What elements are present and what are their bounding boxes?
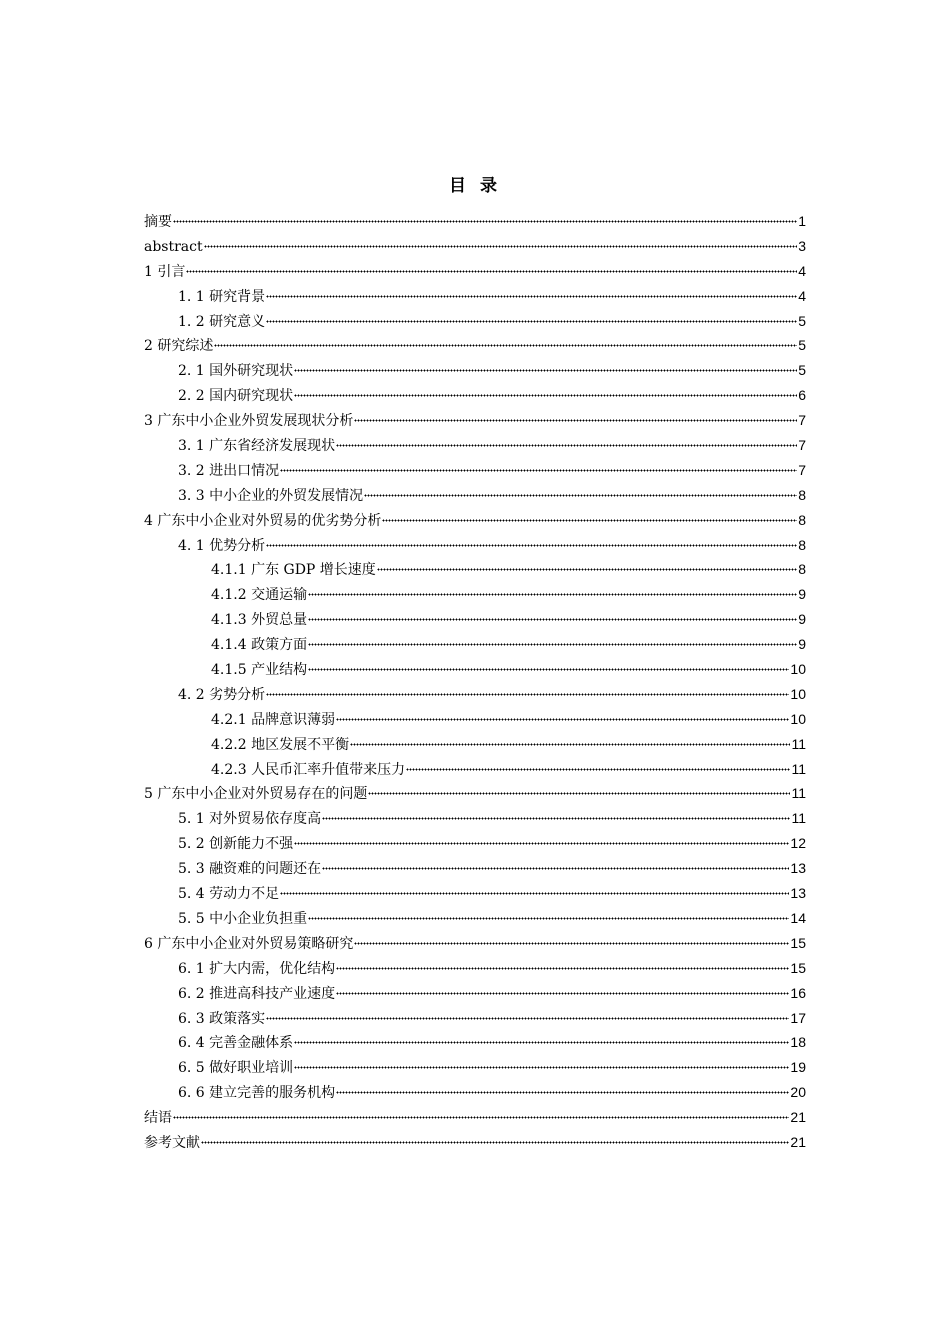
toc-entry[interactable]	[144, 1105, 806, 1130]
toc-entry-label: 1. 2 研究意义	[178, 313, 266, 330]
toc-entry-label: 5. 3 融资难的问题还在	[178, 861, 322, 878]
dot-leader	[308, 634, 797, 646]
dot-leader	[294, 385, 797, 397]
toc-entry[interactable]	[144, 1130, 806, 1155]
toc-entry-label: 4.1.4 政策方面	[211, 637, 308, 654]
dot-leader	[280, 883, 789, 895]
toc-entry[interactable]	[144, 956, 806, 981]
toc-entry-label: 4. 2 劣势分析	[178, 686, 266, 703]
dot-leader	[266, 311, 797, 323]
toc-entry[interactable]	[144, 234, 806, 259]
toc-entry-page-number: 8	[798, 486, 806, 503]
toc-entry-label: 4.1.3 外贸总量	[211, 612, 308, 629]
toc-entry-label: 5. 2 创新能力不强	[178, 836, 294, 853]
toc-entry-page-number: 11	[791, 810, 806, 827]
dot-leader	[336, 709, 789, 721]
toc-entry-page-number: 14	[790, 909, 806, 926]
toc-entry-page-number: 11	[791, 785, 806, 802]
toc-entry-page-number: 15	[790, 934, 806, 951]
dot-leader	[350, 734, 790, 746]
toc-entry-page-number: 21	[790, 1109, 806, 1126]
toc-entry-page-number: 13	[790, 885, 806, 902]
toc-entry-label: 3 广东中小企业外贸发展现状分析	[144, 413, 354, 430]
toc-entry[interactable]	[144, 383, 806, 408]
toc-entry-page-number: 5	[798, 312, 806, 329]
dot-leader	[377, 559, 797, 571]
dot-leader	[406, 759, 790, 771]
toc-entry[interactable]	[144, 632, 806, 657]
toc-entry[interactable]	[144, 806, 806, 831]
toc-entry-page-number: 13	[790, 860, 806, 877]
toc-entry-page-number: 19	[790, 1059, 806, 1076]
toc-entry[interactable]	[144, 1055, 806, 1080]
toc-entry-page-number: 10	[790, 710, 806, 727]
toc-entry-page-number: 12	[790, 835, 806, 852]
dot-leader	[308, 609, 797, 621]
toc-entry-page-number: 15	[790, 959, 806, 976]
toc-entry-page-number: 7	[798, 412, 806, 429]
toc-entry-page-number: 11	[791, 735, 806, 752]
toc-entry-label: 5. 4 劳动力不足	[178, 886, 280, 903]
toc-entry-label: 6. 5 做好职业培训	[178, 1060, 294, 1077]
toc-entry-label: 4.2.3 人民币汇率升值带来压力	[211, 761, 406, 778]
dot-leader	[294, 1032, 789, 1044]
toc-entry-label: 6 广东中小企业对外贸易策略研究	[144, 935, 354, 952]
dot-leader	[322, 808, 790, 820]
toc-entry[interactable]	[144, 309, 806, 334]
toc-entry[interactable]	[144, 483, 806, 508]
toc-entry-page-number: 1	[798, 213, 806, 229]
toc-entry[interactable]	[144, 881, 806, 906]
toc-entry-page-number: 8	[798, 561, 806, 578]
toc-entry-label: 5. 5 中小企业负担重	[178, 910, 308, 927]
toc-entry-label: 4.1.5 产业结构	[211, 662, 308, 679]
toc-entry[interactable]	[144, 458, 806, 483]
toc-entry-page-number: 8	[798, 511, 806, 528]
toc-entry[interactable]	[144, 284, 806, 309]
toc-entry-page-number: 11	[791, 760, 806, 777]
toc-entry-label: 4.2.1 品牌意识薄弱	[211, 711, 336, 728]
toc-entry[interactable]	[144, 682, 806, 707]
toc-entry-label: 4.1.1 广东 GDP 增长速度	[211, 562, 376, 579]
toc-entry[interactable]	[144, 533, 806, 558]
toc-entry-page-number: 8	[798, 536, 806, 553]
toc-entry-label: 2 研究综述	[144, 338, 214, 355]
toc-entry-label: 6. 6 建立完善的服务机构	[178, 1085, 336, 1102]
toc-entry[interactable]	[144, 757, 806, 782]
toc-entry-page-number: 21	[790, 1133, 806, 1150]
toc-entry[interactable]	[144, 657, 806, 682]
toc-entry[interactable]	[144, 906, 806, 931]
dot-leader	[308, 659, 789, 671]
toc-entry[interactable]	[144, 209, 806, 234]
page-title: 目 录	[449, 176, 501, 196]
toc-entry-label: 3. 1 广东省经济发展现状	[178, 438, 336, 455]
dot-leader	[280, 460, 797, 472]
toc-entry-label: 4 广东中小企业对外贸易的优劣势分析	[144, 512, 382, 529]
dot-leader	[173, 211, 797, 223]
dot-leader	[294, 1057, 789, 1069]
toc-entry[interactable]	[144, 433, 806, 458]
toc-entry-label: 2. 2 国内研究现状	[178, 388, 294, 405]
toc-entry-page-number: 9	[798, 636, 806, 653]
toc-entry-page-number: 7	[798, 437, 806, 454]
dot-leader	[266, 1008, 789, 1020]
toc-entry-page-number: 5	[798, 337, 806, 354]
toc-entry-label: 结语	[144, 1110, 172, 1127]
toc-entry-page-number: 10	[790, 661, 806, 678]
toc-entry[interactable]	[144, 358, 806, 383]
toc-entry[interactable]	[144, 557, 806, 582]
dot-leader	[336, 958, 789, 970]
toc-entry-label: 2. 1 国外研究现状	[178, 363, 294, 380]
toc-entry[interactable]	[144, 981, 806, 1006]
dot-leader	[201, 1132, 789, 1144]
toc-entry-label: 5. 1 对外贸易依存度高	[178, 811, 322, 828]
dot-leader	[266, 535, 797, 547]
dot-leader	[204, 236, 798, 248]
dot-leader	[186, 261, 797, 273]
toc-entry-label: 4.2.2 地区发展不平衡	[211, 736, 350, 753]
toc-entry-page-number: 4	[798, 287, 806, 304]
toc-entry-label: 3. 3 中小企业的外贸发展情况	[178, 487, 364, 504]
toc-entry[interactable]	[144, 607, 806, 632]
toc-entry-label: 6. 3 政策落实	[178, 1010, 266, 1027]
toc-entry[interactable]	[144, 333, 806, 358]
toc-entry-page-number: 4	[798, 262, 806, 279]
dot-leader	[266, 286, 797, 298]
dot-leader	[322, 858, 789, 870]
toc-entry-page-number: 6	[798, 387, 806, 404]
toc-entry[interactable]	[144, 707, 806, 732]
toc-entry-label: 6. 2 推进高科技产业速度	[178, 985, 336, 1002]
dot-leader	[354, 410, 797, 422]
toc-entry-page-number: 9	[798, 586, 806, 603]
toc-entry-page-number: 17	[790, 1009, 806, 1026]
toc-entry-page-number: 5	[798, 362, 806, 379]
toc-entry[interactable]	[144, 408, 806, 433]
dot-leader	[364, 485, 797, 497]
dot-leader	[266, 684, 789, 696]
toc-entry-label: 4. 1 优势分析	[178, 537, 266, 554]
dot-leader	[336, 983, 789, 995]
dot-leader	[173, 1107, 789, 1119]
toc-entry-label: 4.1.2 交通运输	[211, 587, 308, 604]
toc-entry[interactable]	[144, 732, 806, 757]
dot-leader	[382, 510, 797, 522]
toc-entry[interactable]	[144, 1006, 806, 1031]
toc-entry-label: 1. 1 研究背景	[178, 288, 266, 305]
toc-entry-page-number: 18	[790, 1034, 806, 1051]
toc-entry-label: 摘要	[144, 214, 172, 230]
toc-entry[interactable]	[144, 856, 806, 881]
dot-leader	[336, 435, 797, 447]
toc-entry-label: 6. 4 完善金融体系	[178, 1035, 294, 1052]
dot-leader	[354, 933, 789, 945]
toc-entry[interactable]	[144, 582, 806, 607]
toc-entry[interactable]	[144, 931, 806, 956]
dot-leader	[214, 335, 797, 347]
dot-leader	[294, 360, 797, 372]
dot-leader	[308, 584, 797, 596]
toc-entry-label: 1 引言	[144, 263, 186, 280]
toc-entry-page-number: 10	[790, 685, 806, 702]
dot-leader	[336, 1082, 789, 1094]
dot-leader	[308, 908, 789, 920]
toc-entry-page-number: 16	[790, 984, 806, 1001]
toc-entry-label: 参考文献	[144, 1134, 200, 1151]
toc-entry-label: 5 广东中小企业对外贸易存在的问题	[144, 786, 368, 803]
toc-entry-label: 6. 1 扩大内需，优化结构	[178, 960, 336, 977]
toc-entry[interactable]	[144, 1080, 806, 1105]
toc-entry[interactable]	[144, 259, 806, 284]
toc-entry[interactable]	[144, 781, 806, 806]
toc-entry[interactable]	[144, 508, 806, 533]
toc-entry[interactable]	[144, 1030, 806, 1055]
toc-entry-page-number: 7	[798, 461, 806, 478]
toc-entry-page-number: 9	[798, 611, 806, 628]
toc-entry[interactable]	[144, 831, 806, 856]
dot-leader	[368, 783, 790, 795]
toc-entry-page-number: 3	[798, 237, 806, 254]
toc-entry-page-number: 20	[790, 1084, 806, 1101]
table-of-contents	[144, 209, 806, 1155]
toc-entry-label: 3. 2 进出口情况	[178, 462, 280, 479]
dot-leader	[294, 833, 789, 845]
toc-entry-label: abstract	[144, 238, 203, 255]
